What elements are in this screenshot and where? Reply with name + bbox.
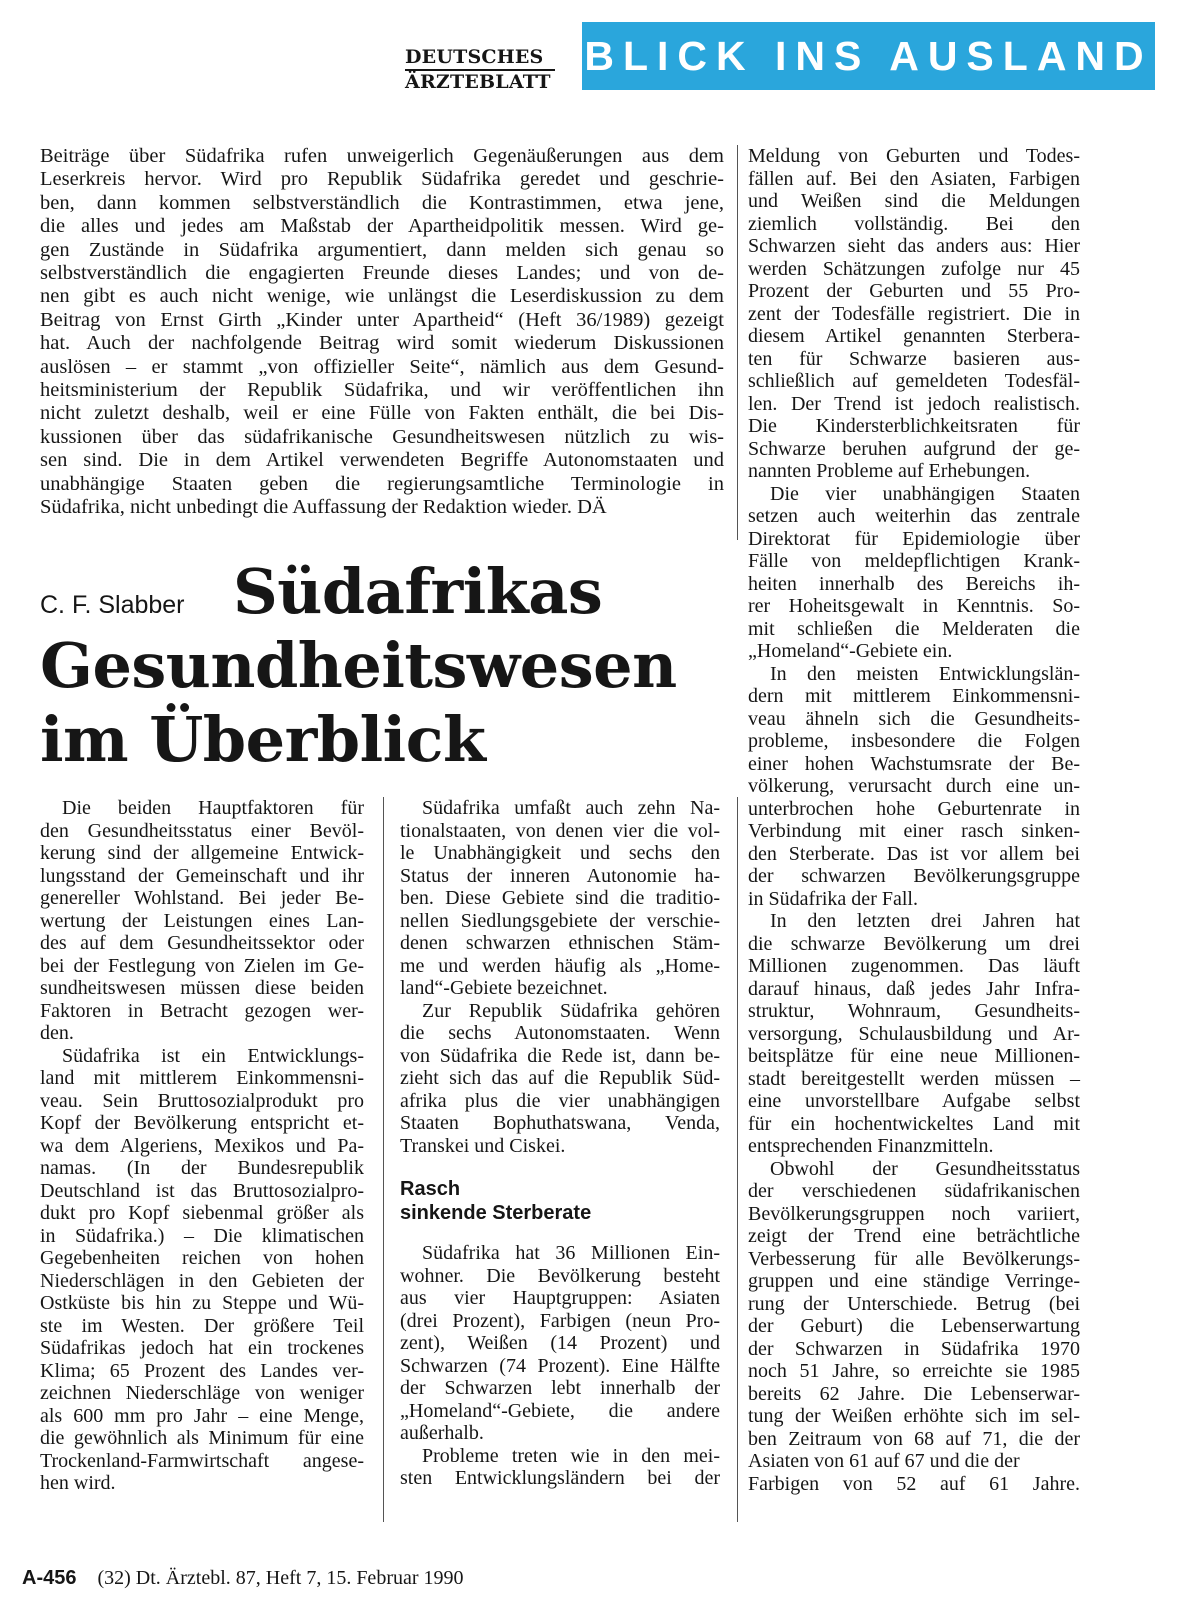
masthead-line2: ÄRZTEBLATT [405,71,551,93]
text-line: (drei Prozent), Farbigen (neun Pro- [400,1309,720,1332]
text-line: werden Schätzungen zufolge nur 45 [748,257,1080,280]
text-line: Direktorat für Epidemiologie über [748,527,1080,550]
text-line: wa dem Algeriens, Mexikos und Pa- [40,1134,364,1157]
text-line: den. [40,1022,74,1044]
text-line: die alles und jedes am Maßstab der Apartheidpolitik messen. Wird ge- [40,215,724,238]
text-line: unabhängige Staaten geben die regierungsamtliche Terminologie in [40,472,724,495]
text-line: zieht sich das auf die Republik Süd- [400,1067,720,1089]
subheading-line-1: Rasch [400,1178,461,1200]
text-line: versorgung, Schulausbildung und Ar- [748,1022,1080,1045]
text-line: Gegebenheiten reichen von hohen [40,1247,364,1269]
subheading [400,1177,720,1225]
text-line: land“-Gebiete bezeichnet. [400,977,608,999]
text-line: bereits 62 Jahre. Die Lebenserwar- [748,1382,1080,1405]
article-title [40,555,740,777]
citation: (32) Dt. Ärztebl. 87, Heft 7, 15. Februar 1990 [97,1567,464,1589]
text-line: von Südafrika die Rede ist, dann be- [400,1044,720,1067]
text-line: Status der inneren Autonomie ha- [400,864,720,887]
text-line: der schwarzen Bevölkerungsgruppe [748,865,1080,887]
text-line: Verbindung mit einer rasch sinken- [748,820,1080,842]
text-line: zent), Weißen (14 Prozent) und [400,1332,720,1354]
masthead-line1: DEUTSCHES [405,46,544,68]
text-line: sen sind. Die in dem Artikel verwendeten Begriffe Autonomstaaten und [40,449,724,472]
text-line: aus vier Hauptgruppen: Asiaten [400,1287,720,1309]
text-line: ben, dann kommen selbstverständlich die Kontrastimmen, etwa jene, [40,191,724,214]
text-line: Prozent der Geburten und 55 Pro- [748,280,1080,302]
text-line: in Südafrika der Fall. [748,887,918,910]
text-line: Meldung von Geburten und Todes- [748,145,1080,167]
text-line: hat. Auch der nachfolgende Beitrag wird somit wiederum Diskussionen [40,332,724,355]
text-line: namas. (In der Bundesrepublik [40,1157,364,1179]
text-line: Beiträge über Südafrika rufen unweigerlich Gegenäußerungen aus dem [40,145,724,167]
text-line: den Sterberate. Das ist vor allem bei [748,842,1080,865]
text-line: außerhalb. [400,1422,484,1444]
text-line: der Schwarzen in Südafrika 1970 [748,1337,1080,1360]
text-line: Beitrag von Ernst Girth „Kinder unter Apartheid“ (Heft 36/1989) gezeigt [40,308,724,331]
text-line: die gewöhnlich als Minimum für eine [40,1427,364,1449]
text-line: Transkei und Ciskei. [400,1134,566,1157]
text-line: Schwarze beruhen aufgrund der ge- [748,437,1080,460]
text-line: ben. Diese Gebiete sind die traditio- [400,887,720,909]
page-code: A-456 [22,1567,77,1589]
text-line: eine unvorstellbare Aufgabe selbst [748,1090,1080,1112]
text-line: entsprechenden Finanzmitteln. [748,1135,994,1157]
text-line: selbstverständlich die engagierten Freunde dieses Landes; und von de- [40,262,724,285]
intro-paragraph [40,145,724,520]
text-line: nellen Siedlungsgebiete der verschie- [400,909,720,932]
text-line: auslösen – er stammt „von offizieller Seite“, nämlich aus dem Gesund- [40,355,724,378]
text-line: schließlich auf gemeldeten Todesfäl- [748,370,1080,392]
text-line: Trockenland-Farmwirtschaft angese- [40,1449,364,1472]
text-line: „Homeland“-Gebiete, die andere [400,1399,720,1422]
text-line: mit schließen die Melderaten die [748,617,1080,640]
text-line: ziemlich vollständig. Bei den [748,212,1080,235]
text-line: Staaten Bophuthatswana, Venda, [400,1112,720,1134]
text-line: genereller Wohlstand. Bei jeder Be- [40,887,364,909]
text-line: „Homeland“-Gebiete ein. [748,640,953,662]
body-column-1 [40,797,364,1495]
body-column-3 [748,145,1080,1495]
text-line: probleme, insbesondere die Folgen [748,730,1080,752]
text-line: einer hohen Wachstumsrate der Be- [748,752,1080,775]
text-line: stadt bereitgestellt werden müssen – [748,1067,1080,1090]
text-line: lungsstand der Gemeinschaft und ihr [40,864,364,887]
text-line: land mit mittlerem Einkommensni- [40,1067,364,1089]
text-line: Faktoren in Betracht gezogen wer- [40,999,364,1022]
text-line: Die Kindersterblichkeitsraten für [748,415,1080,437]
text-line: der Schwarzen lebt innerhalb der [400,1377,720,1399]
text-line: darauf hinaus, daß jedes Jahr Infra- [748,977,1080,1000]
text-line: heiten innerhalb des Bereichs ih- [748,572,1080,595]
text-line: zeigt der Trend eine beträchtliche [748,1225,1080,1247]
text-line: und Weißen sind die Meldungen [748,190,1080,212]
text-line: Fälle von meldepflichtigen Krank- [748,550,1080,572]
text-line: nicht zuletzt deshalb, weil er eine Fülle von Fakten enthält, die bei Dis- [40,402,724,425]
text-line: zent der Todesfälle registriert. Die in [748,302,1080,325]
text-line: heitsministerium der Republik Südafrika, und wir veröffentlichen ihn [40,379,724,402]
text-line: nen gibt es auch nicht wenige, wie unlängst die Leserdiskussion zu dem [40,285,724,308]
text-line: ste im Westen. Der größere Teil [40,1314,364,1337]
text-line: der Geburt) die Lebenserwartung [748,1315,1080,1337]
text-line: Südafrika, nicht unbedingt die Auffassung der Redaktion wieder. DÄ [40,496,607,519]
text-line: afrika plus die vier unabhängigen [400,1089,720,1112]
column-2-text-b [400,1242,720,1490]
text-line: hen wird. [40,1472,116,1494]
text-line: Schwarzen (74 Prozent). Eine Hälfte [400,1354,720,1377]
text-line: Verbesserung für alle Bevölkerungs- [748,1247,1080,1270]
text-line: die sechs Autonomstaaten. Wenn [400,1022,720,1044]
column-divider [383,797,384,1522]
text-line: für ein hochentwickeltes Land mit [748,1112,1080,1135]
section-banner: BLICK INS AUSLAND [582,22,1155,90]
text-line: Südafrika hat 36 Millionen Ein- [422,1242,720,1264]
text-line: nannten Probleme auf Erhebungen. [748,460,1031,482]
text-line: struktur, Wohnraum, Gesundheits- [748,1000,1080,1022]
text-line: me und werden häufig als „Home- [400,954,720,977]
text-line: denen schwarzen ethnischen Stäm- [400,932,720,954]
column-2-text-a [400,797,720,1157]
text-line: Kopf der Bevölkerung entspricht et- [40,1112,364,1134]
text-line: In den meisten Entwicklungslän- [770,662,1080,685]
text-line: In den letzten drei Jahren hat [770,910,1080,932]
text-line: des auf dem Gesundheitssektor oder [40,932,364,954]
text-line: Südafrika umfaßt auch zehn Na- [422,797,720,819]
text-line: Probleme treten wie in den mei- [422,1444,720,1467]
text-line: Leserkreis hervor. Wird pro Republik Südafrika geredet und geschrie- [40,168,724,191]
text-line: fällen auf. Bei den Asiaten, Farbigen [748,167,1080,190]
text-line: dern mit mittlerem Einkommensni- [748,685,1080,707]
text-line: Asiaten von 61 auf 67 und die der [748,1450,1020,1472]
body-column-2 [400,797,720,1490]
text-line: veau. Sein Bruttosozialprodukt pro [40,1089,364,1112]
title-line-3: im Überblick [40,703,486,776]
text-line: Südafrika ist ein Entwicklungs- [62,1044,364,1067]
text-line: der verschiedenen südafrikanischen [748,1180,1080,1202]
author-byline: C. F. Slabber [40,591,185,619]
text-line: rung der Unterschiede. Betrug (bei [748,1292,1080,1315]
text-line: diesem Artikel genannten Sterbera- [748,325,1080,347]
text-line: wertung der Leistungen eines Lan- [40,909,364,932]
text-line: die schwarze Bevölkerung um drei [748,932,1080,955]
text-line: Die beiden Hauptfaktoren für [62,797,364,819]
masthead-logo [405,48,565,92]
column-divider [737,145,738,540]
text-line: rer Hoheitsgewalt in Kenntnis. So- [748,595,1080,617]
text-line: Niederschlägen in den Gebieten der [40,1269,364,1292]
text-line: den Gesundheitsstatus einer Bevöl- [40,819,364,842]
text-line: in Südafrika.) – Die klimatischen [40,1224,364,1247]
title-line-2: Gesundheitswesen [40,629,677,702]
column-divider [737,797,738,1522]
text-line: tionalstaaten, von denen vier die vol- [400,819,720,842]
text-line: dukt pro Kopf siebenmal größer als [40,1202,364,1224]
text-line: völkerung, verursacht durch eine un- [748,775,1080,797]
text-line: ben Zeitraum von 68 auf 71, die der [748,1427,1080,1450]
text-line: le Unabhängigkeit und sechs den [400,842,720,864]
text-line: wohner. Die Bevölkerung besteht [400,1264,720,1287]
text-line: bei der Festlegung von Zielen im Ge- [40,954,364,977]
text-line: noch 51 Jahre, so erreichte sie 1985 [748,1360,1080,1382]
text-line: Schwarzen sieht das anders aus: Hier [748,235,1080,257]
text-line: gruppen und eine ständige Verringe- [748,1270,1080,1292]
text-line: veau ähneln sich die Gesundheits- [748,707,1080,730]
text-line: gen Zustände in Südafrika argumentiert, dann melden sich genau so [40,238,724,261]
text-line: Die vier unabhängigen Staaten [770,482,1080,505]
text-line: Klima; 65 Prozent des Landes ver- [40,1359,364,1382]
text-line: zeichnen Niederschläge von weniger [40,1382,364,1404]
text-line: Deutschland ist das Bruttosozialpro- [40,1179,364,1202]
page-footer [22,1567,464,1590]
text-line: beitsplätze für eine neue Millionen- [748,1045,1080,1067]
text-line: kussionen über das südafrikanische Gesundheitswesen nützlich zu wis- [40,425,724,448]
text-line: als 600 mm pro Jahr – eine Menge, [40,1404,364,1427]
text-line: ten für Schwarze basieren aus- [748,347,1080,370]
text-line: unterbrochen hohe Geburtenrate in [748,797,1080,820]
text-line: Bevölkerungsgruppen noch variiert, [748,1202,1080,1225]
text-line: Millionen zugenommen. Das läuft [748,955,1080,977]
subheading-line-2: sinkende Sterberate [400,1202,592,1224]
title-line-1: Südafrikas [233,555,603,628]
text-line: len. Der Trend ist jedoch realistisch. [748,392,1080,415]
text-line: Obwohl der Gesundheitsstatus [770,1157,1080,1180]
text-line: tung der Weißen erhöhte sich im sel- [748,1405,1080,1427]
text-line: kerung sind der allgemeine Entwick- [40,842,364,864]
text-line: Farbigen von 52 auf 61 Jahre. [748,1472,1080,1495]
text-line: Zur Republik Südafrika gehören [422,999,720,1022]
text-line: Südafrikas jedoch hat ein trockenes [40,1337,364,1359]
text-line: sundheitswesen müssen diese beiden [40,977,364,999]
text-line: Ostküste bis hin zu Steppe und Wü- [40,1292,364,1314]
text-line: sten Entwicklungsländern bei der [400,1467,720,1489]
text-line: setzen auch weiterhin das zentrale [748,505,1080,527]
